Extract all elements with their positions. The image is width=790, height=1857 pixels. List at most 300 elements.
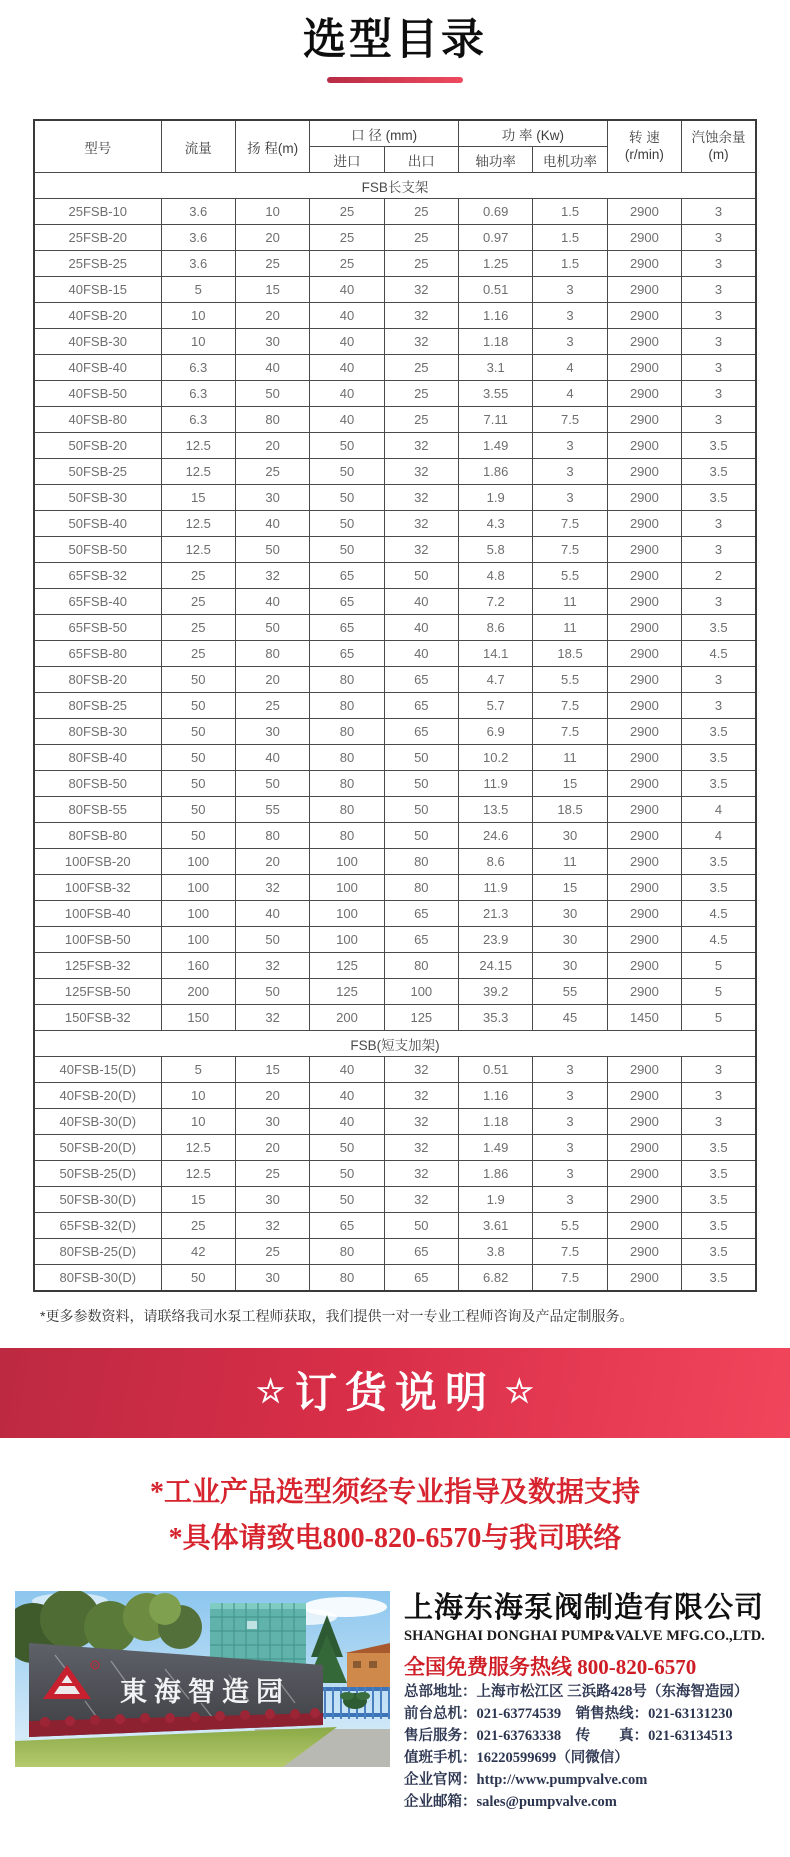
value-cell: 2900 [607,1239,681,1265]
value-cell: 25 [384,251,458,277]
value-cell: 12.5 [161,1135,235,1161]
value-cell: 50 [384,1213,458,1239]
value-cell: 15 [533,875,607,901]
value-cell: 50 [384,823,458,849]
value-cell: 100 [161,875,235,901]
header-speed-unit: (r/min) [624,146,664,162]
section-row [34,173,756,199]
value-cell: 80 [384,849,458,875]
table-row [34,1135,756,1161]
contact-label: 值班手机： [404,1750,477,1767]
contact-row [404,1681,780,1703]
model-cell: 40FSB-15 [34,277,161,303]
value-cell: 3.6 [161,251,235,277]
value-cell: 20 [235,433,309,459]
model-cell: 65FSB-40 [34,589,161,615]
model-cell: 40FSB-30(D) [34,1109,161,1135]
value-cell: 5 [682,1005,756,1031]
value-cell: 32 [384,537,458,563]
model-cell: 150FSB-32 [34,1005,161,1031]
model-cell: 25FSB-10 [34,199,161,225]
value-cell: 3 [533,1161,607,1187]
value-cell: 4 [682,823,756,849]
value-cell: 10 [161,1083,235,1109]
value-cell: 1.49 [459,1135,533,1161]
value-cell: 50 [161,745,235,771]
value-cell: 40 [310,303,384,329]
value-cell: 3.5 [682,1161,756,1187]
hotline [404,1651,780,1681]
value-cell: 80 [310,797,384,823]
model-cell: 80FSB-40 [34,745,161,771]
value-cell: 40 [235,745,309,771]
value-cell: 15 [161,1187,235,1213]
value-cell: 32 [384,277,458,303]
value-cell: 30 [235,1187,309,1213]
value-cell: 25 [161,641,235,667]
value-cell: 3 [682,329,756,355]
value-cell: 10 [161,329,235,355]
value-cell: 65 [310,589,384,615]
value-cell: 2900 [607,771,681,797]
value-cell: 5 [161,1057,235,1083]
value-cell: 80 [310,667,384,693]
value-cell: 13.5 [459,797,533,823]
value-cell: 32 [384,303,458,329]
value-cell: 32 [235,953,309,979]
contact-value: sales@pumpvalve.com [476,1794,617,1811]
contact-value: 16220599699（同微信） [476,1750,629,1767]
value-cell: 2900 [607,1187,681,1213]
contact-row [404,1725,780,1747]
value-cell: 2900 [607,667,681,693]
value-cell: 200 [310,1005,384,1031]
value-cell: 0.51 [459,277,533,303]
contact-value: 上海市松江区 三浜路428号（东海智造园） [476,1684,749,1701]
value-cell: 2900 [607,797,681,823]
value-cell: 40 [235,355,309,381]
value-cell: 50 [161,719,235,745]
value-cell: 3 [682,667,756,693]
photo-sign-text: 東海智造园 [120,1677,290,1708]
model-cell: 80FSB-25 [34,693,161,719]
value-cell: 4.7 [459,667,533,693]
header-npsh-label: 汽蚀余量 [691,130,746,146]
table-row [34,1239,756,1265]
value-cell: 65 [384,901,458,927]
value-cell: 1.18 [459,329,533,355]
value-cell: 100 [384,979,458,1005]
table-row [34,1057,756,1083]
value-cell: 160 [161,953,235,979]
order-banner [0,1348,790,1438]
value-cell: 30 [235,485,309,511]
value-cell: 32 [384,1109,458,1135]
value-cell: 80 [310,719,384,745]
value-cell: 6.3 [161,407,235,433]
value-cell: 12.5 [161,537,235,563]
value-cell: 2900 [607,355,681,381]
value-cell: 25 [235,459,309,485]
value-cell: 7.5 [533,1239,607,1265]
value-cell: 50 [310,459,384,485]
value-cell: 7.5 [533,407,607,433]
value-cell: 3 [682,407,756,433]
value-cell: 25 [310,251,384,277]
value-cell: 50 [310,537,384,563]
value-cell: 50 [235,615,309,641]
value-cell: 65 [384,667,458,693]
value-cell: 100 [161,901,235,927]
model-cell: 40FSB-15(D) [34,1057,161,1083]
hotline-label: 全国免费服务热线 [404,1655,572,1680]
value-cell: 80 [310,771,384,797]
value-cell: 3 [533,329,607,355]
value-cell: 40 [310,407,384,433]
value-cell: 125 [310,979,384,1005]
header-outlet: 出口 [384,147,458,173]
value-cell: 125 [310,953,384,979]
value-cell: 40 [310,329,384,355]
value-cell: 50 [235,537,309,563]
value-cell: 3 [682,1109,756,1135]
value-cell: 1.49 [459,433,533,459]
value-cell: 2900 [607,641,681,667]
star-icon: ☆ [505,1373,534,1410]
table-row [34,979,756,1005]
value-cell: 50 [235,979,309,1005]
value-cell: 3.5 [682,615,756,641]
model-cell: 125FSB-50 [34,979,161,1005]
value-cell: 2900 [607,199,681,225]
page-title: 选型目录 [303,16,487,64]
value-cell: 40 [310,1057,384,1083]
model-cell: 50FSB-50 [34,537,161,563]
table-row [34,901,756,927]
value-cell: 18.5 [533,797,607,823]
title-divider [327,77,463,83]
value-cell: 3 [682,251,756,277]
value-cell: 80 [235,407,309,433]
spec-table-header [34,120,756,173]
value-cell: 3 [533,485,607,511]
value-cell: 50 [310,511,384,537]
value-cell: 3.5 [682,875,756,901]
model-cell: 25FSB-20 [34,225,161,251]
model-cell: 80FSB-25(D) [34,1239,161,1265]
value-cell: 50 [235,771,309,797]
value-cell: 40 [310,1109,384,1135]
value-cell: 80 [310,693,384,719]
value-cell: 3.5 [682,771,756,797]
value-cell: 15 [161,485,235,511]
value-cell: 30 [533,823,607,849]
value-cell: 24.15 [459,953,533,979]
header-model: 型号 [34,120,161,173]
value-cell: 10 [161,1109,235,1135]
notice-line-2: *具体请致电800-820-6570与我司联络 [168,1522,622,1554]
model-cell: 65FSB-32 [34,563,161,589]
table-row [34,329,756,355]
model-cell: 50FSB-20 [34,433,161,459]
value-cell: 14.1 [459,641,533,667]
value-cell: 65 [384,1265,458,1292]
model-cell: 80FSB-20 [34,667,161,693]
value-cell: 50 [235,927,309,953]
model-cell: 50FSB-40 [34,511,161,537]
value-cell: 35.3 [459,1005,533,1031]
value-cell: 7.2 [459,589,533,615]
value-cell: 32 [235,1213,309,1239]
model-cell: 40FSB-40 [34,355,161,381]
value-cell: 20 [235,1135,309,1161]
table-row [34,875,756,901]
table-row [34,771,756,797]
value-cell: 30 [533,901,607,927]
value-cell: 2900 [607,745,681,771]
value-cell: 2900 [607,901,681,927]
value-cell: 65 [384,693,458,719]
header-head: 扬 程(m) [235,120,309,173]
table-row [34,407,756,433]
value-cell: 25 [384,225,458,251]
model-cell: 50FSB-30 [34,485,161,511]
table-row [34,589,756,615]
value-cell: 100 [310,901,384,927]
contact-row [404,1703,780,1725]
header-power: 功 率 (Kw) [459,120,608,147]
value-cell: 6.9 [459,719,533,745]
table-row [34,381,756,407]
value-cell: 3 [533,1187,607,1213]
value-cell: 2900 [607,277,681,303]
value-cell: 2 [682,563,756,589]
value-cell: 3.5 [682,849,756,875]
value-cell: 80 [310,745,384,771]
value-cell: 3.6 [161,199,235,225]
value-cell: 2900 [607,615,681,641]
value-cell: 1.5 [533,199,607,225]
value-cell: 4.8 [459,563,533,589]
spec-table [33,119,757,1292]
company-info [390,1591,780,1813]
value-cell: 2900 [607,1161,681,1187]
value-cell: 1.86 [459,1161,533,1187]
table-row [34,823,756,849]
value-cell: 40 [310,1083,384,1109]
value-cell: 8.6 [459,849,533,875]
value-cell: 11.9 [459,771,533,797]
table-row [34,355,756,381]
svg-text:R: R [93,1663,97,1670]
value-cell: 65 [310,1213,384,1239]
value-cell: 32 [384,1057,458,1083]
table-row [34,1265,756,1292]
value-cell: 6.3 [161,355,235,381]
table-row [34,511,756,537]
value-cell: 1.9 [459,1187,533,1213]
model-cell: 80FSB-30 [34,719,161,745]
value-cell: 50 [161,1265,235,1292]
value-cell: 32 [384,485,458,511]
value-cell: 65 [310,641,384,667]
value-cell: 40 [235,589,309,615]
value-cell: 1.5 [533,225,607,251]
value-cell: 1.16 [459,1083,533,1109]
table-row [34,303,756,329]
value-cell: 50 [310,1135,384,1161]
table-row [34,797,756,823]
table-row [34,953,756,979]
value-cell: 50 [310,433,384,459]
table-row [34,1005,756,1031]
model-cell: 125FSB-32 [34,953,161,979]
value-cell: 1450 [607,1005,681,1031]
value-cell: 11 [533,615,607,641]
value-cell: 32 [384,511,458,537]
value-cell: 40 [310,381,384,407]
value-cell: 2900 [607,303,681,329]
value-cell: 80 [384,875,458,901]
value-cell: 7.5 [533,693,607,719]
table-row [34,225,756,251]
value-cell: 40 [310,277,384,303]
value-cell: 50 [161,667,235,693]
value-cell: 21.3 [459,901,533,927]
header-speed [607,120,681,173]
value-cell: 2900 [607,433,681,459]
value-cell: 3 [682,225,756,251]
model-cell: 50FSB-25 [34,459,161,485]
spec-table-body [34,173,756,1292]
value-cell: 20 [235,849,309,875]
value-cell: 40 [310,355,384,381]
value-cell: 3.5 [682,433,756,459]
header-flow: 流量 [161,120,235,173]
value-cell: 2900 [607,537,681,563]
value-cell: 2900 [607,693,681,719]
value-cell: 3 [682,355,756,381]
value-cell: 40 [384,589,458,615]
value-cell: 2900 [607,1109,681,1135]
value-cell: 3 [533,1109,607,1135]
value-cell: 3.5 [682,719,756,745]
header-npsh-unit: (m) [708,146,729,162]
value-cell: 3 [533,1057,607,1083]
model-cell: 40FSB-30 [34,329,161,355]
contact-row [404,1791,780,1813]
table-row [34,693,756,719]
table-row [34,615,756,641]
value-cell: 7.5 [533,537,607,563]
banner-title-text: 订货说明 [294,1369,495,1417]
value-cell: 5 [682,953,756,979]
value-cell: 3.5 [682,1239,756,1265]
value-cell: 3.5 [682,485,756,511]
value-cell: 10 [235,199,309,225]
value-cell: 32 [235,1005,309,1031]
value-cell: 7.5 [533,719,607,745]
table-row [34,251,756,277]
model-cell: 80FSB-80 [34,823,161,849]
table-row [34,719,756,745]
table-row [34,1109,756,1135]
value-cell: 32 [235,563,309,589]
table-row [34,1213,756,1239]
footnote: *更多参数资料，请联络我司水泵工程师获取，我们提供一对一专业工程师咨询及产品定制服务。 [40,1308,634,1325]
value-cell: 80 [310,1239,384,1265]
value-cell: 4.5 [682,901,756,927]
value-cell: 80 [384,953,458,979]
value-cell: 65 [310,563,384,589]
value-cell: 5 [161,277,235,303]
order-notice [0,1478,790,1553]
model-cell: 50FSB-30(D) [34,1187,161,1213]
value-cell: 3 [682,199,756,225]
value-cell: 50 [310,1187,384,1213]
value-cell: 100 [310,875,384,901]
value-cell: 25 [161,589,235,615]
value-cell: 3 [682,1083,756,1109]
value-cell: 3 [682,693,756,719]
hotline-number: 800-820-6570 [577,1655,697,1680]
notice-line-1: *工业产品选型须经专业指导及数据支持 [149,1477,640,1509]
value-cell: 3 [682,277,756,303]
value-cell: 2900 [607,225,681,251]
header-speed-label: 转 速 [629,130,660,146]
table-row [34,199,756,225]
value-cell: 2900 [607,1057,681,1083]
value-cell: 30 [235,719,309,745]
value-cell: 2900 [607,459,681,485]
value-cell: 20 [235,667,309,693]
model-cell: 80FSB-30(D) [34,1265,161,1292]
company-photo-image [15,1591,390,1767]
section-label: FSB(短支加架) [34,1031,756,1057]
value-cell: 3.8 [459,1239,533,1265]
value-cell: 40 [384,641,458,667]
value-cell: 25 [161,615,235,641]
value-cell: 3.5 [682,459,756,485]
value-cell: 50 [310,485,384,511]
contact-row [404,1769,780,1791]
value-cell: 25 [384,407,458,433]
model-cell: 40FSB-20 [34,303,161,329]
table-row [34,459,756,485]
value-cell: 65 [310,615,384,641]
value-cell: 50 [384,745,458,771]
contact-label: 总部地址： [404,1684,477,1701]
value-cell: 25 [161,563,235,589]
value-cell: 18.5 [533,641,607,667]
value-cell: 11.9 [459,875,533,901]
value-cell: 7.5 [533,1265,607,1292]
value-cell: 3.6 [161,225,235,251]
star-icon: ☆ [256,1373,285,1410]
value-cell: 3.61 [459,1213,533,1239]
table-row [34,1161,756,1187]
value-cell: 25 [384,381,458,407]
value-cell: 3 [533,1135,607,1161]
model-cell: 65FSB-32(D) [34,1213,161,1239]
value-cell: 10 [161,303,235,329]
table-row [34,641,756,667]
value-cell: 2900 [607,1083,681,1109]
company-name: 上海东海泵阀制造有限公司 [404,1592,765,1625]
model-cell: 65FSB-50 [34,615,161,641]
value-cell: 3 [533,1083,607,1109]
value-cell: 1.9 [459,485,533,511]
